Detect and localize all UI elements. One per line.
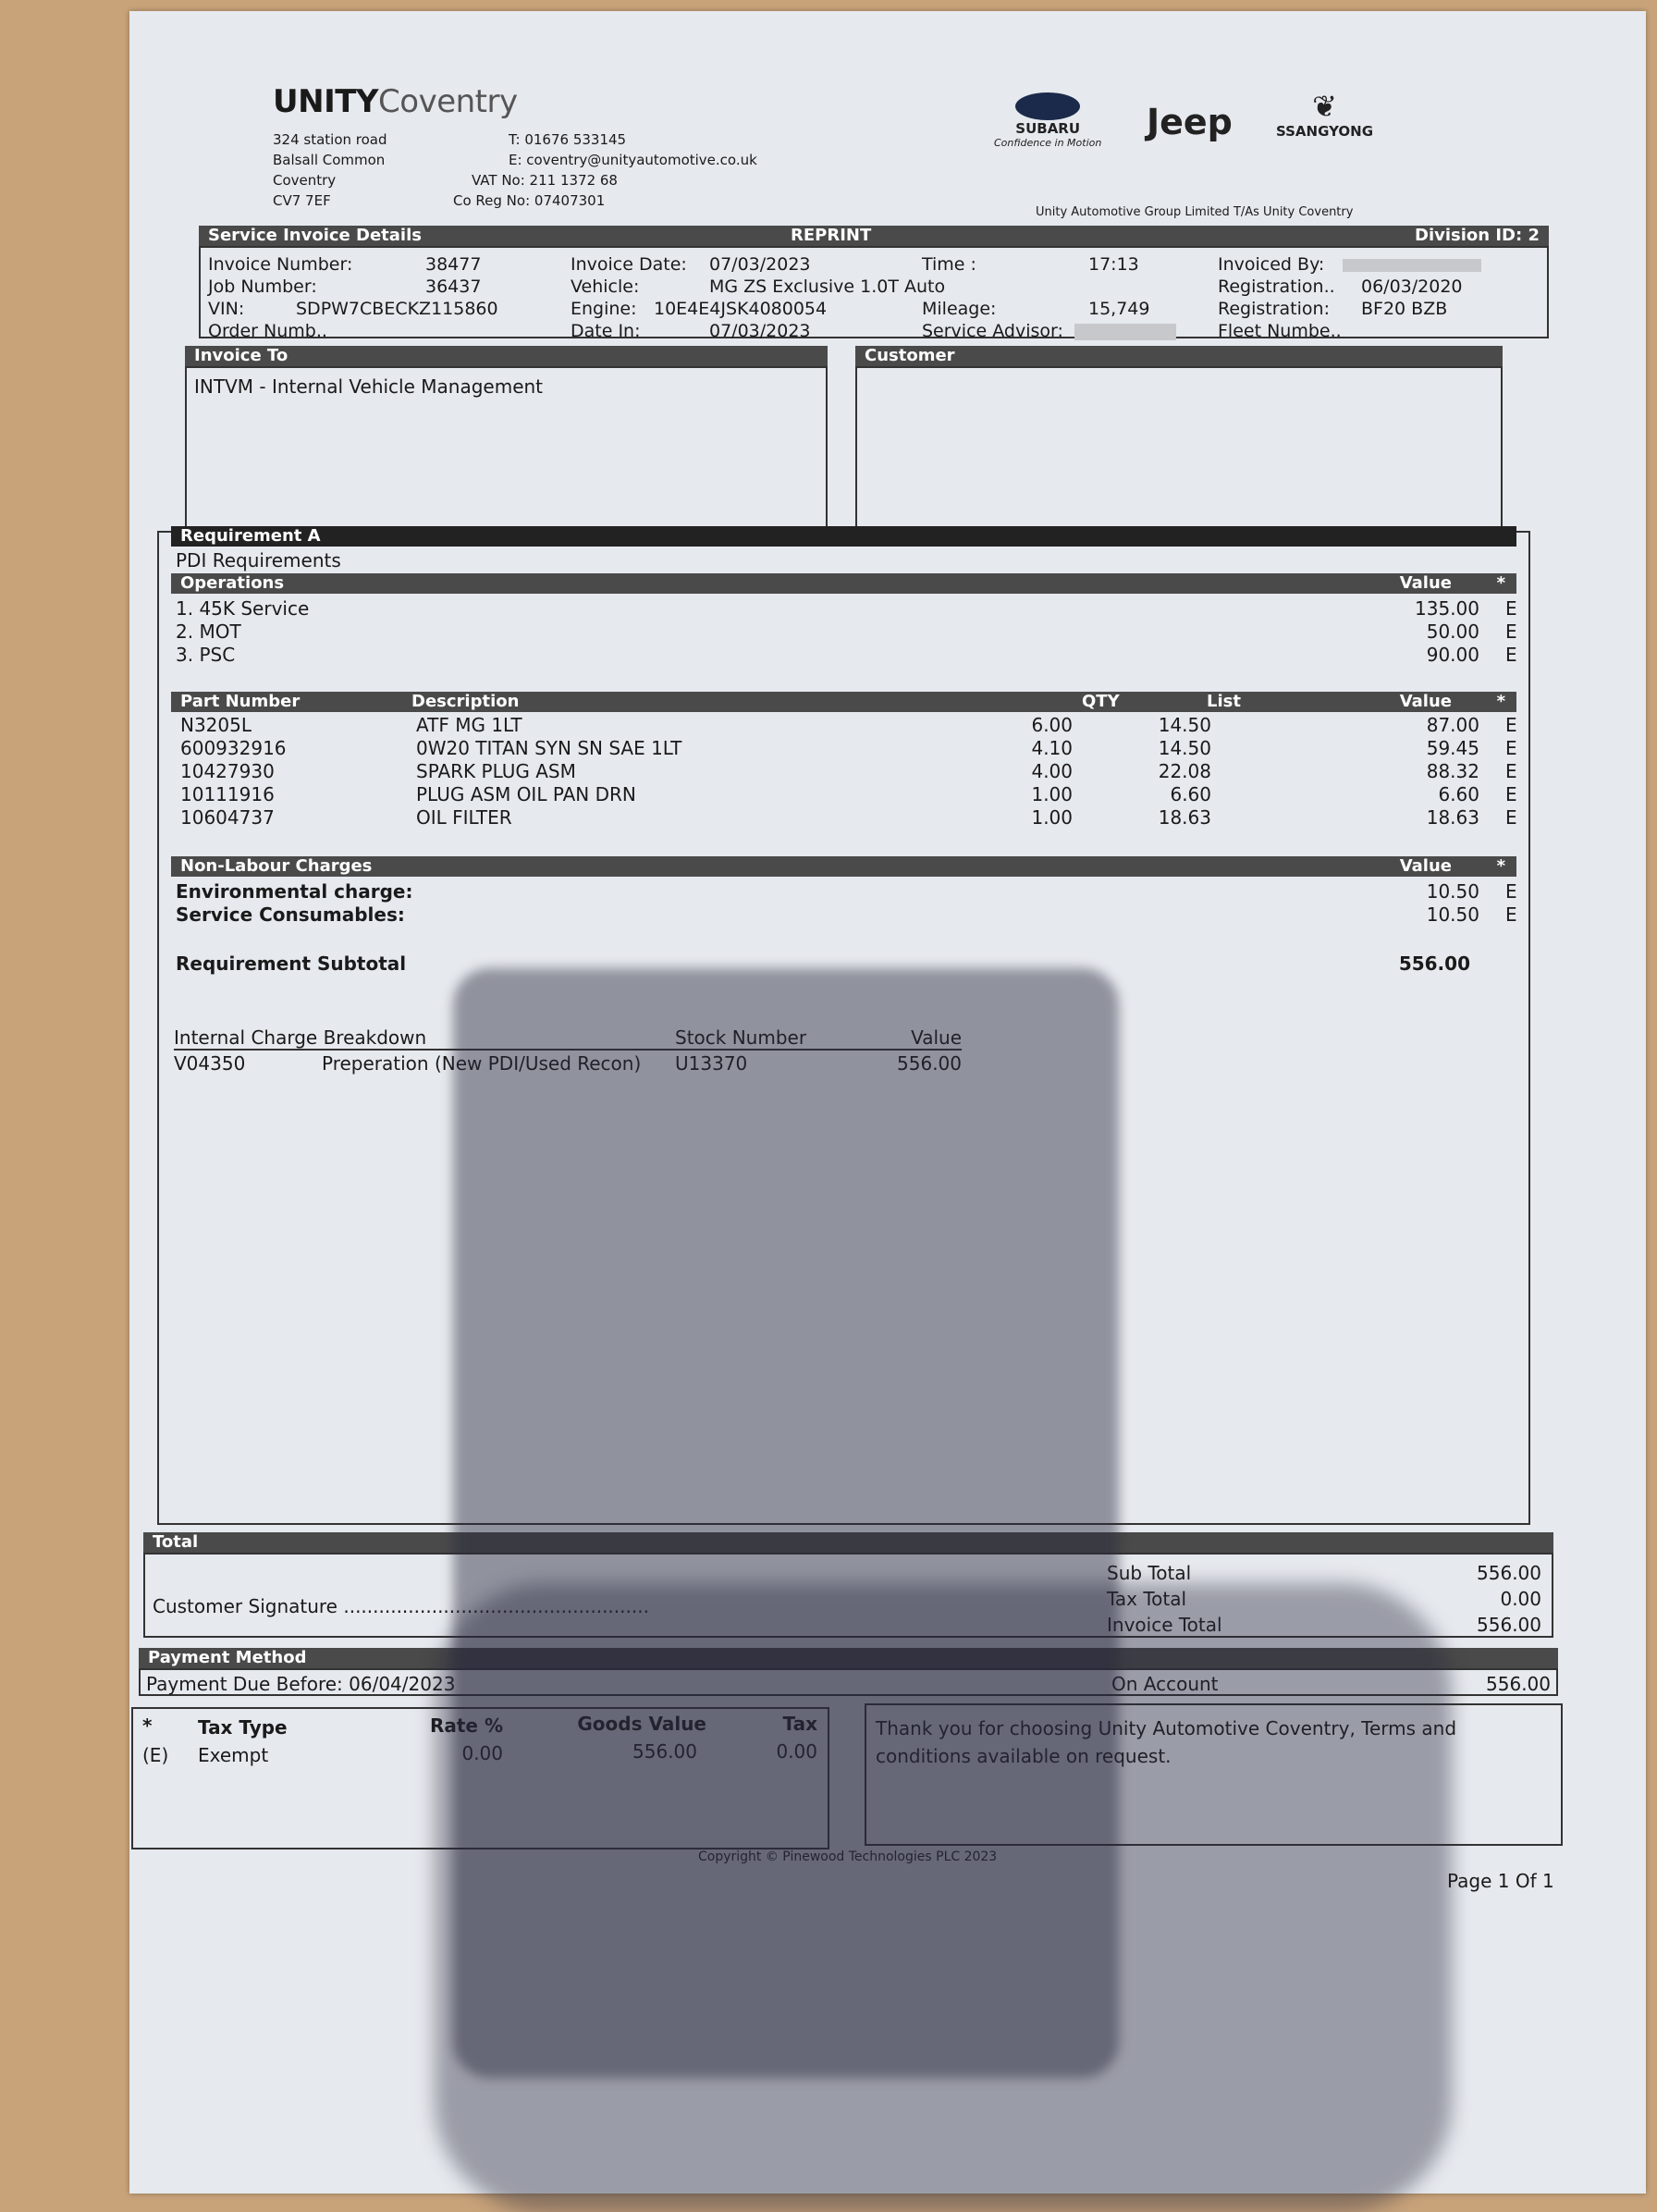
- date-in: 07/03/2023: [709, 321, 811, 341]
- icb-stock-number: U13370: [675, 1052, 748, 1075]
- tax-total-label: Tax Total: [1107, 1588, 1187, 1610]
- field-label: Fleet Numbe..: [1218, 321, 1342, 341]
- logo-light: Coventry: [378, 83, 518, 120]
- part-list: 14.50: [1158, 737, 1211, 759]
- part-description: PLUG ASM OIL PAN DRN: [416, 783, 636, 805]
- tax-code: (E): [142, 1744, 169, 1766]
- field-label: Date In:: [571, 321, 641, 341]
- company-logo: [273, 83, 518, 120]
- part-value: 88.32: [1426, 760, 1479, 782]
- part-qty: 4.00: [1031, 760, 1073, 782]
- tax-total-value: 0.00: [1500, 1588, 1541, 1610]
- operations-header: Operations: [180, 573, 285, 593]
- part-tax-code: E: [1505, 783, 1517, 805]
- requirement-subtotal-label: Requirement Subtotal: [176, 952, 407, 975]
- copyright: Copyright © Pinewood Technologies PLC 2023: [698, 1849, 998, 1864]
- parts-bar: [171, 692, 1516, 712]
- tax-type-header: Tax Type: [198, 1716, 288, 1739]
- environmental-charge-label: Environmental charge:: [176, 880, 413, 903]
- environmental-charge-value: 10.50: [1426, 880, 1479, 903]
- subaru-star-icon: [1015, 92, 1080, 120]
- environmental-charge-tax: E: [1505, 880, 1517, 903]
- invoice-paper: [129, 11, 1646, 2194]
- part-qty: 4.10: [1031, 737, 1073, 759]
- icb-value: 556.00: [897, 1052, 962, 1075]
- operation-tax-code: E: [1505, 621, 1517, 643]
- service-consumables-label: Service Consumables:: [176, 903, 405, 926]
- goods-value-header: Goods Value: [577, 1713, 706, 1735]
- mileage: 15,749: [1088, 299, 1150, 319]
- part-number-header: Part Number: [180, 692, 301, 711]
- part-description: SPARK PLUG ASM: [416, 760, 576, 782]
- field-label: Time :: [922, 254, 976, 275]
- operation-row: [176, 597, 309, 620]
- field-label: Vehicle:: [571, 276, 640, 297]
- field-label: Registration:: [1218, 299, 1330, 319]
- part-tax-code: E: [1505, 806, 1517, 829]
- operation-name: 3. PSC: [176, 644, 236, 666]
- requirement-subtitle: PDI Requirements: [176, 549, 341, 571]
- operation-row: [176, 644, 235, 666]
- part-value: 59.45: [1426, 737, 1479, 759]
- goods-value: 556.00: [632, 1740, 697, 1763]
- tax-star-header: *: [142, 1714, 153, 1737]
- operation-name: 1. 45K Service: [176, 597, 310, 620]
- vin: SDPW7CBECKZ115860: [296, 299, 498, 319]
- invoice-number: 38477: [425, 254, 482, 275]
- invoice-to-box: [185, 366, 828, 529]
- part-tax-code: E: [1505, 737, 1517, 759]
- customer-bar: Customer: [855, 346, 1503, 366]
- time: 17:13: [1088, 254, 1139, 275]
- part-description: 0W20 TITAN SYN SN SAE 1LT: [416, 737, 682, 759]
- payment-bar: Payment Method: [139, 1648, 1558, 1668]
- company-coreg: Co Reg No: 07407301: [453, 192, 606, 209]
- part-qty: 1.00: [1031, 806, 1073, 829]
- star-header: *: [1496, 573, 1505, 593]
- address-line: Balsall Common: [273, 152, 386, 168]
- icb-code: V04350: [174, 1052, 246, 1075]
- part-number: 10604737: [180, 806, 275, 829]
- star-header: *: [1496, 856, 1505, 876]
- operation-tax-code: E: [1505, 644, 1517, 666]
- customer-signature: Customer Signature ....................................................: [153, 1595, 649, 1617]
- subaru-label: SUBARU: [1015, 120, 1081, 137]
- value-header: Value: [1399, 856, 1452, 876]
- company-email: E: coventry@unityautomotive.co.uk: [509, 152, 757, 168]
- details-col2: [571, 253, 946, 342]
- requirement-bar: Requirement A: [171, 526, 1516, 547]
- rate-header: Rate %: [429, 1714, 503, 1737]
- field-label: VIN:: [208, 299, 245, 319]
- tax-header: Tax: [782, 1713, 817, 1735]
- job-number: 36437: [425, 276, 482, 297]
- field-label: Mileage:: [922, 299, 997, 319]
- address-line: Coventry: [273, 172, 337, 189]
- part-value: 6.60: [1438, 783, 1479, 805]
- part-value: 87.00: [1426, 714, 1479, 736]
- invoice-to-text: INTVM - Internal Vehicle Management: [194, 375, 544, 398]
- vehicle: MG ZS Exclusive 1.0T Auto: [709, 276, 946, 297]
- part-list: 14.50: [1158, 714, 1211, 736]
- field-label: Invoice Date:: [571, 254, 687, 275]
- icb-value-header: Value: [911, 1026, 962, 1049]
- ssangyong-logo: [1276, 90, 1373, 140]
- details-col3: [922, 253, 1181, 342]
- requirement-subtotal-value: 556.00: [1398, 952, 1470, 975]
- ssangyong-label: SSANGYONG: [1276, 123, 1374, 140]
- star-header: *: [1496, 692, 1505, 711]
- part-description: ATF MG 1LT: [416, 714, 522, 736]
- part-qty: 1.00: [1031, 783, 1073, 805]
- icb-description: Preperation (New PDI/Used Recon): [322, 1052, 642, 1075]
- operations-bar: [171, 573, 1516, 594]
- on-account-label: On Account: [1111, 1673, 1219, 1695]
- description-header: Description: [411, 692, 520, 711]
- service-consumables-value: 10.50: [1426, 903, 1479, 926]
- qty-header: QTY: [1082, 692, 1120, 711]
- subaru-tagline: Confidence in Motion: [994, 137, 1102, 149]
- address-line: CV7 7EF: [273, 192, 331, 209]
- stock-number-header: Stock Number: [675, 1026, 807, 1049]
- details-bar: [199, 226, 1549, 246]
- sub-total-value: 556.00: [1477, 1562, 1541, 1584]
- on-account-value: 556.00: [1486, 1673, 1551, 1695]
- part-value: 18.63: [1426, 806, 1479, 829]
- part-list: 22.08: [1158, 760, 1211, 782]
- logo-bold: UNITY: [273, 83, 379, 120]
- details-box: [199, 246, 1549, 341]
- sub-total-label: Sub Total: [1107, 1562, 1192, 1584]
- field-label: Job Number:: [208, 276, 317, 297]
- details-title: Service Invoice Details: [208, 226, 422, 245]
- company-vat: VAT No: 211 1372 68: [472, 172, 618, 189]
- nonlabour-header: Non-Labour Charges: [180, 856, 373, 876]
- value-header: Value: [1399, 692, 1452, 711]
- part-tax-code: E: [1505, 714, 1517, 736]
- company-legal-name: Unity Automotive Group Limited T/As Unity Coventry: [1036, 205, 1354, 219]
- operation-value: 90.00: [1426, 644, 1479, 666]
- icb-header: Internal Charge Breakdown: [174, 1026, 427, 1049]
- part-tax-code: E: [1505, 760, 1517, 782]
- operation-tax-code: E: [1505, 597, 1517, 620]
- address-line: 324 station road: [273, 131, 387, 148]
- tax-type: Exempt: [198, 1744, 269, 1766]
- invoice-date: 07/03/2023: [709, 254, 811, 275]
- redacted-advisor: [1074, 324, 1176, 340]
- nonlabour-bar: [171, 856, 1516, 877]
- part-number: N3205L: [180, 714, 252, 736]
- registration-date: 06/03/2020: [1361, 276, 1463, 297]
- operation-value: 135.00: [1415, 597, 1479, 620]
- registration: BF20 BZB: [1361, 299, 1448, 319]
- value-header: Value: [1399, 573, 1452, 593]
- part-list: 6.60: [1170, 783, 1211, 805]
- subaru-logo: [994, 92, 1101, 149]
- jeep-logo: Jeep: [1147, 102, 1233, 142]
- invoice-total-value: 556.00: [1477, 1614, 1541, 1636]
- reprint-label: REPRINT: [791, 226, 872, 245]
- part-number: 600932916: [180, 737, 287, 759]
- field-label: Registration..: [1218, 276, 1335, 297]
- operation-name: 2. MOT: [176, 621, 241, 643]
- ssangyong-wing-icon: ❦: [1312, 89, 1337, 124]
- field-label: Invoiced By:: [1218, 254, 1325, 275]
- redacted-invoiced-by: [1343, 259, 1481, 272]
- thanks-message: Thank you for choosing Unity Automotive Coventry, Terms and conditions available on request.: [876, 1717, 1457, 1767]
- operation-value: 50.00: [1426, 621, 1479, 643]
- field-label: Invoice Number:: [208, 254, 353, 275]
- part-number: 10111916: [180, 783, 275, 805]
- page-number: Page 1 Of 1: [1447, 1870, 1554, 1892]
- tax-value: 0.00: [776, 1740, 817, 1763]
- total-bar: Total: [143, 1532, 1553, 1553]
- invoice-to-bar: Invoice To: [185, 346, 828, 366]
- service-consumables-tax: E: [1505, 903, 1517, 926]
- details-col1: [208, 253, 498, 342]
- operation-row: [176, 621, 241, 643]
- list-header: List: [1207, 692, 1241, 711]
- tax-rate: 0.00: [461, 1742, 503, 1764]
- customer-box: [855, 366, 1503, 529]
- payment-due: Payment Due Before: 06/04/2023: [146, 1673, 456, 1695]
- field-label: Service Advisor:: [922, 321, 1063, 341]
- company-phone: T: 01676 533145: [509, 131, 627, 148]
- company-address: [273, 129, 387, 211]
- part-description: OIL FILTER: [416, 806, 512, 829]
- invoice-total-label: Invoice Total: [1107, 1614, 1222, 1636]
- part-number: 10427930: [180, 760, 275, 782]
- division-id: Division ID: 2: [1415, 226, 1540, 245]
- part-list: 18.63: [1158, 806, 1211, 829]
- details-col4: [1218, 253, 1481, 342]
- photo-shadow-lower: [435, 1583, 1452, 2212]
- part-qty: 6.00: [1031, 714, 1073, 736]
- engine: 10E4E4JSK4080054: [654, 299, 828, 319]
- field-label: Order Numb..: [208, 321, 327, 341]
- field-label: Engine:: [571, 299, 637, 319]
- company-contact: [453, 129, 757, 211]
